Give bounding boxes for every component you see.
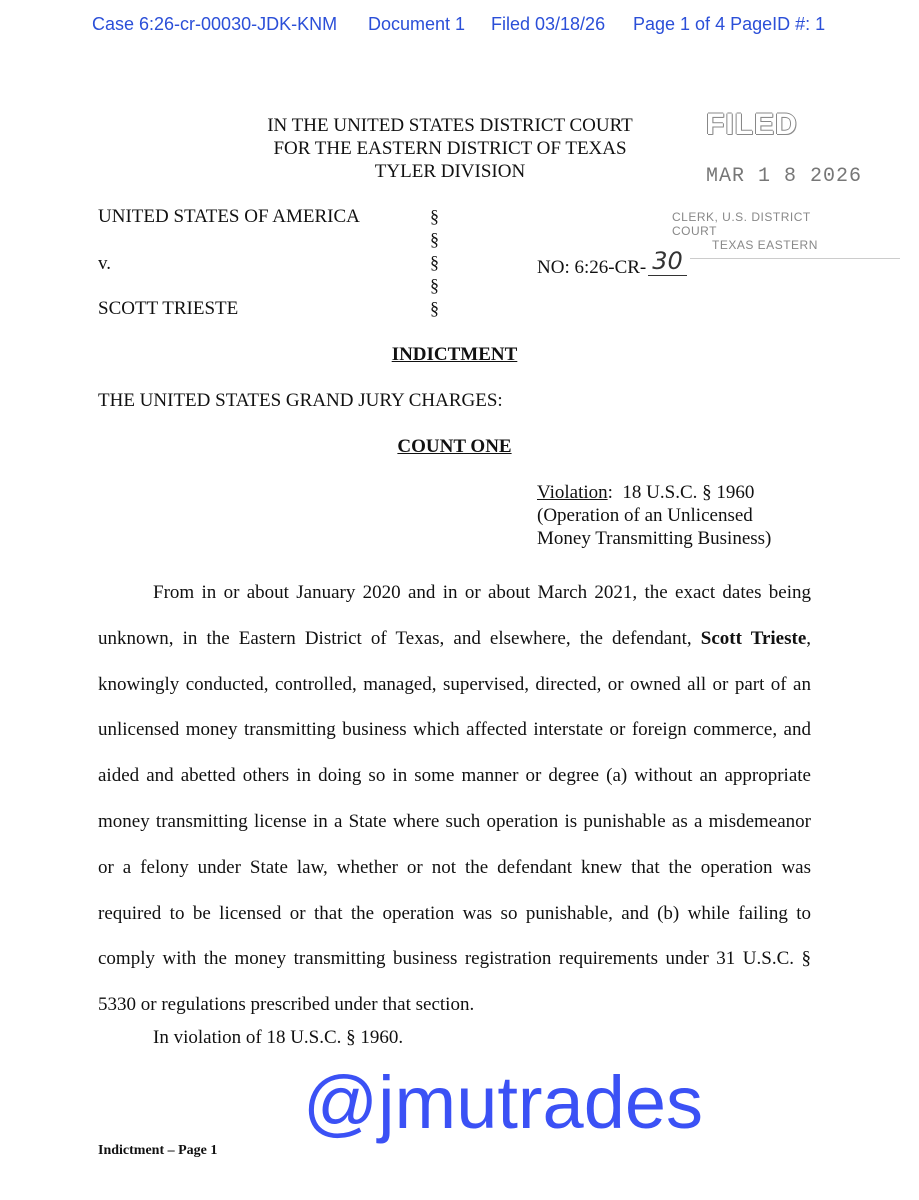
case-number-prefix: NO: 6:26-CR- bbox=[537, 257, 647, 278]
clerk-stamp bbox=[672, 210, 852, 252]
body-text-part1: From in or about January 2020 and in or about March 2021, the exact dates being unknown, in the Eastern District of Texas, and elsewhere, the defendant, bbox=[98, 582, 811, 649]
court-name-line1: IN THE UNITED STATES DISTRICT COURT bbox=[267, 115, 633, 136]
section-symbol: § bbox=[430, 252, 439, 272]
indictment-body bbox=[98, 570, 811, 1028]
violation-label: Violation bbox=[537, 482, 608, 503]
section-symbol: § bbox=[430, 298, 439, 318]
versus-label: v. bbox=[98, 253, 112, 274]
violation-block bbox=[537, 481, 771, 550]
section-symbol: § bbox=[430, 275, 439, 295]
filed-date-header: Filed 03/18/26 bbox=[491, 14, 606, 34]
case-number-header: Case 6:26-cr-00030-JDK-KNM bbox=[92, 14, 338, 34]
case-number-handwritten: 30 bbox=[648, 247, 687, 276]
page-id-header: Page 1 of 4 PageID #: 1 bbox=[633, 14, 826, 34]
court-name-line2: FOR THE EASTERN DISTRICT OF TEXAS bbox=[273, 138, 627, 159]
body-text-part2: , knowingly conducted, controlled, managed, supervised, directed, or owned all or part of an unlicensed money transmitting business which affected interstate or foreign commerce, and aided and abetted others in doing so in some manner or degree (a) without an appropriate money transmitting license in a State where such operation is punishable as a misdemeanor or a felony under State law, whether or not the defendant knew that the operation was required to be licensed or that the operation was so punishable, and (b) while failing to comply with the money transmitting business registration requirements under 31 U.S.C. § 5330 or regulations prescribed under that section. bbox=[98, 627, 812, 1016]
clerk-stamp-line1: CLERK, U.S. DISTRICT COURT bbox=[672, 210, 811, 238]
court-division: TYLER DIVISION bbox=[374, 161, 526, 182]
watermark-handle: @jmutrades bbox=[303, 1061, 704, 1144]
clerk-stamp-line2: TEXAS EASTERN bbox=[712, 238, 818, 252]
violation-line: Violation: 18 U.S.C. § 1960 bbox=[537, 482, 755, 503]
document-title: INDICTMENT bbox=[391, 344, 518, 365]
page-footer: Indictment – Page 1 bbox=[98, 1143, 218, 1158]
closing-statement: In violation of 18 U.S.C. § 1960. bbox=[153, 1027, 404, 1048]
stamp-divider bbox=[690, 258, 900, 259]
filed-stamp: FILED bbox=[706, 108, 798, 141]
filed-stamp-date: MAR 1 8 2026 bbox=[706, 165, 863, 188]
plaintiff-name: UNITED STATES OF AMERICA bbox=[98, 206, 360, 227]
case-number bbox=[537, 247, 687, 279]
section-symbol: § bbox=[430, 206, 439, 226]
section-symbol: § bbox=[430, 229, 439, 249]
document-number-header: Document 1 bbox=[368, 14, 466, 34]
grand-jury-intro: THE UNITED STATES GRAND JURY CHARGES: bbox=[98, 390, 503, 411]
defendant-name-bold: Scott Trieste bbox=[700, 627, 807, 649]
defendant-name: SCOTT TRIESTE bbox=[98, 298, 239, 319]
violation-description-2: Money Transmitting Business) bbox=[537, 528, 772, 549]
count-title: COUNT ONE bbox=[397, 436, 512, 457]
violation-description-1: (Operation of an Unlicensed bbox=[537, 505, 753, 526]
violation-statute: 18 U.S.C. § 1960 bbox=[622, 482, 755, 503]
